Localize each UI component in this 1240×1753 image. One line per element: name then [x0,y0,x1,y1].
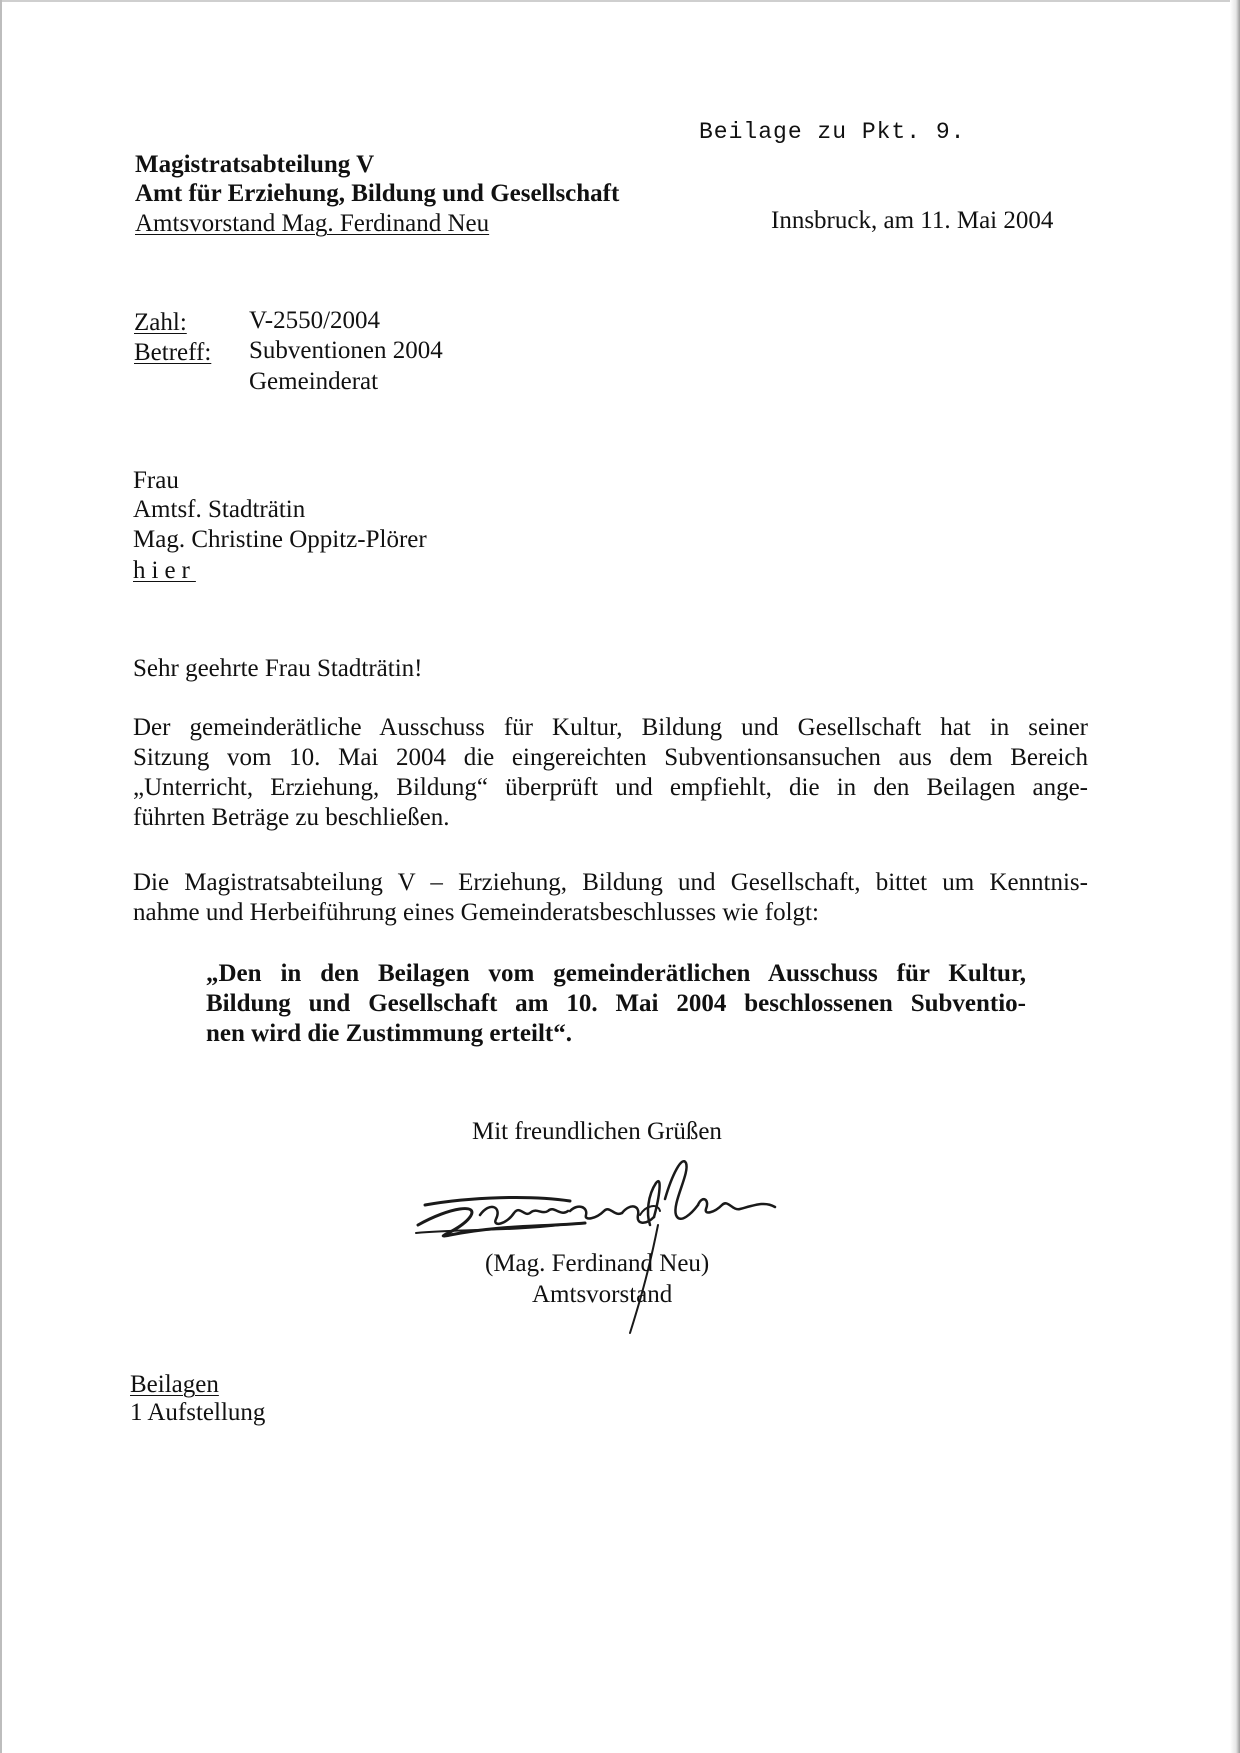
signatory-name: (Mag. Ferdinand Neu) [485,1250,710,1277]
resolution-line: nen wird die Zustimmung erteilt“. [206,1020,572,1047]
scan-edge-right [1230,0,1240,1753]
paragraph-2-line: nahme und Herbeiführung eines Gemeinderatsbeschlusses wie folgt: [133,899,819,926]
paragraph-1-line: Sitzung vom 10. Mai 2004 die eingereichten Subventionsansuchen aus dem Bereich [133,744,1088,771]
betreff-label: Betreff: [134,339,212,366]
betreff-line-2: Gemeinderat [249,368,379,395]
recipient-line-1: Frau [133,467,179,494]
office-name: Amt für Erziehung, Bildung und Gesellschaft [135,180,620,207]
resolution-line: Bildung und Gesellschaft am 10. Mai 2004 beschlossenen Subventio- [206,990,1026,1017]
scan-edge-left [0,0,2,1753]
paragraph-1-line: Der gemeinderätliche Ausschuss für Kultur, Bildung und Gesellschaft hat in seiner [133,714,1088,741]
resolution-text [206,959,1026,1049]
recipient-line-4: hier [133,557,196,584]
zahl-value: V-2550/2004 [249,307,381,334]
paragraph-2-line: Die Magistratsabteilung V – Erziehung, Bildung und Gesellschaft, bittet um Kenntnis- [133,869,1088,896]
salutation: Sehr geehrte Frau Stadträtin! [133,655,423,682]
recipient-line-2: Amtsf. Stadträtin [133,496,306,523]
closing-greeting: Mit freundlichen Grüßen [472,1118,722,1145]
enclosures-item: 1 Aufstellung [130,1399,266,1426]
paragraph-2 [133,868,1088,928]
signatory-title: Amtsvorstand [532,1281,673,1308]
scan-edge-top [0,0,1240,2]
enclosures-label: Beilagen [130,1371,219,1398]
resolution-line: „Den in den Beilagen vom gemeinderätlichen Ausschuss für Kultur, [206,960,1026,987]
paragraph-1-line: führten Beträge zu beschließen. [133,804,450,831]
department-name: Magistratsabteilung V [135,151,375,178]
recipient-line-3: Mag. Christine Oppitz-Plörer [133,526,427,553]
place-date: Innsbruck, am 11. Mai 2004 [771,207,1054,234]
attachment-note: Beilage zu Pkt. 9. [699,119,966,145]
office-head: Amtsvorstand Mag. Ferdinand Neu [135,210,490,237]
paragraph-1-line: „Unterricht, Erziehung, Bildung“ überprüft und empfiehlt, die in den Beilagen ange- [133,774,1088,801]
zahl-label: Zahl: [134,309,187,336]
betreff-line-1: Subventionen 2004 [249,337,443,364]
paragraph-1 [133,713,1088,833]
